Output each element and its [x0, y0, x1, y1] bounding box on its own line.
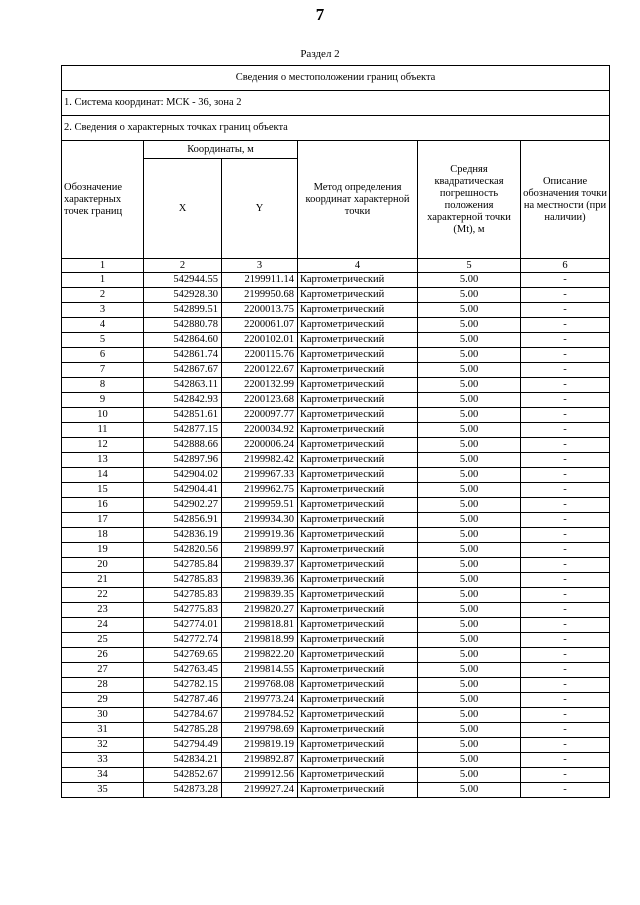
- accuracy-cell: 5.00: [418, 693, 521, 708]
- x-coordinate-cell: 542785.83: [144, 588, 222, 603]
- point-number-cell: 11: [62, 423, 144, 438]
- header-description: Описание обозначения точки на местности (при наличии): [521, 141, 610, 259]
- column-numbers-row: [62, 259, 610, 273]
- description-cell: -: [521, 588, 610, 603]
- y-coordinate-cell: 2199819.19: [222, 738, 298, 753]
- accuracy-cell: 5.00: [418, 423, 521, 438]
- header-method: Метод определения координат характерной точки: [298, 141, 418, 259]
- table-row: [62, 318, 610, 333]
- table-row: [62, 708, 610, 723]
- point-number-cell: 8: [62, 378, 144, 393]
- table-title: Сведения о местоположении границ объекта: [62, 66, 610, 91]
- y-coordinate-cell: 2200102.01: [222, 333, 298, 348]
- y-coordinate-cell: 2199773.24: [222, 693, 298, 708]
- table-row: [62, 303, 610, 318]
- method-cell: Картометрический: [298, 378, 418, 393]
- method-cell: Картометрический: [298, 513, 418, 528]
- y-coordinate-cell: 2200061.07: [222, 318, 298, 333]
- method-cell: Картометрический: [298, 738, 418, 753]
- y-coordinate-cell: 2200006.24: [222, 438, 298, 453]
- accuracy-cell: 5.00: [418, 288, 521, 303]
- x-coordinate-cell: 542873.28: [144, 783, 222, 798]
- accuracy-cell: 5.00: [418, 513, 521, 528]
- x-coordinate-cell: 542851.61: [144, 408, 222, 423]
- point-number-cell: 1: [62, 273, 144, 288]
- method-cell: Картометрический: [298, 543, 418, 558]
- point-number-cell: 25: [62, 633, 144, 648]
- point-number-cell: 27: [62, 663, 144, 678]
- table-row: [62, 783, 610, 798]
- method-cell: Картометрический: [298, 468, 418, 483]
- x-coordinate-cell: 542769.65: [144, 648, 222, 663]
- accuracy-cell: 5.00: [418, 408, 521, 423]
- table-row: [62, 513, 610, 528]
- method-cell: Картометрический: [298, 453, 418, 468]
- accuracy-cell: 5.00: [418, 663, 521, 678]
- y-coordinate-cell: 2200123.68: [222, 393, 298, 408]
- y-coordinate-cell: 2199784.52: [222, 708, 298, 723]
- description-cell: -: [521, 678, 610, 693]
- x-coordinate-cell: 542861.74: [144, 348, 222, 363]
- x-coordinate-cell: 542782.15: [144, 678, 222, 693]
- x-coordinate-cell: 542785.28: [144, 723, 222, 738]
- column-number: 3: [222, 259, 298, 273]
- point-number-cell: 30: [62, 708, 144, 723]
- method-cell: Картометрический: [298, 528, 418, 543]
- x-coordinate-cell: 542785.83: [144, 573, 222, 588]
- table-row: [62, 723, 610, 738]
- point-number-cell: 12: [62, 438, 144, 453]
- point-number-cell: 5: [62, 333, 144, 348]
- table-row: [62, 603, 610, 618]
- accuracy-cell: 5.00: [418, 438, 521, 453]
- description-cell: -: [521, 318, 610, 333]
- point-number-cell: 19: [62, 543, 144, 558]
- method-cell: Картометрический: [298, 348, 418, 363]
- point-number-cell: 15: [62, 483, 144, 498]
- description-cell: -: [521, 513, 610, 528]
- table-row: [62, 363, 610, 378]
- x-coordinate-cell: 542863.11: [144, 378, 222, 393]
- point-number-cell: 32: [62, 738, 144, 753]
- accuracy-cell: 5.00: [418, 528, 521, 543]
- description-cell: -: [521, 333, 610, 348]
- table-row: [62, 543, 610, 558]
- description-cell: -: [521, 558, 610, 573]
- point-number-cell: 33: [62, 753, 144, 768]
- table-row: [62, 423, 610, 438]
- accuracy-cell: 5.00: [418, 378, 521, 393]
- header-point-designation: Обозначение характерных точек границ: [62, 141, 144, 259]
- y-coordinate-cell: 2199820.27: [222, 603, 298, 618]
- x-coordinate-cell: 542772.74: [144, 633, 222, 648]
- description-cell: -: [521, 363, 610, 378]
- point-number-cell: 20: [62, 558, 144, 573]
- table-row: [62, 738, 610, 753]
- method-cell: Картометрический: [298, 618, 418, 633]
- description-cell: -: [521, 738, 610, 753]
- point-number-cell: 35: [62, 783, 144, 798]
- description-cell: -: [521, 708, 610, 723]
- x-coordinate-cell: 542944.55: [144, 273, 222, 288]
- boundary-points-table: [61, 65, 610, 798]
- x-coordinate-cell: 542928.30: [144, 288, 222, 303]
- header-coordinates: Координаты, м: [144, 141, 298, 159]
- point-number-cell: 14: [62, 468, 144, 483]
- x-coordinate-cell: 542880.78: [144, 318, 222, 333]
- y-coordinate-cell: 2199967.33: [222, 468, 298, 483]
- point-number-cell: 10: [62, 408, 144, 423]
- accuracy-cell: 5.00: [418, 753, 521, 768]
- x-coordinate-cell: 542864.60: [144, 333, 222, 348]
- point-number-cell: 28: [62, 678, 144, 693]
- x-coordinate-cell: 542888.66: [144, 438, 222, 453]
- y-coordinate-cell: 2199839.35: [222, 588, 298, 603]
- table-row: [62, 408, 610, 423]
- point-number-cell: 16: [62, 498, 144, 513]
- x-coordinate-cell: 542897.96: [144, 453, 222, 468]
- table-row: [62, 348, 610, 363]
- method-cell: Картометрический: [298, 663, 418, 678]
- header-y: Y: [222, 159, 298, 259]
- y-coordinate-cell: 2199934.30: [222, 513, 298, 528]
- table-row: [62, 618, 610, 633]
- point-number-cell: 24: [62, 618, 144, 633]
- accuracy-cell: 5.00: [418, 618, 521, 633]
- description-cell: -: [521, 498, 610, 513]
- y-coordinate-cell: 2199962.75: [222, 483, 298, 498]
- x-coordinate-cell: 542904.02: [144, 468, 222, 483]
- accuracy-cell: 5.00: [418, 723, 521, 738]
- table-row: [62, 438, 610, 453]
- accuracy-cell: 5.00: [418, 318, 521, 333]
- table-row: [62, 288, 610, 303]
- y-coordinate-cell: 2199911.14: [222, 273, 298, 288]
- accuracy-cell: 5.00: [418, 303, 521, 318]
- accuracy-cell: 5.00: [418, 348, 521, 363]
- accuracy-cell: 5.00: [418, 573, 521, 588]
- table-row: [62, 498, 610, 513]
- x-coordinate-cell: 542856.91: [144, 513, 222, 528]
- column-number: 4: [298, 259, 418, 273]
- method-cell: Картометрический: [298, 498, 418, 513]
- y-coordinate-cell: 2199818.81: [222, 618, 298, 633]
- point-number-cell: 7: [62, 363, 144, 378]
- method-cell: Картометрический: [298, 408, 418, 423]
- method-cell: Картометрический: [298, 588, 418, 603]
- accuracy-cell: 5.00: [418, 363, 521, 378]
- description-cell: -: [521, 753, 610, 768]
- x-coordinate-cell: 542763.45: [144, 663, 222, 678]
- description-cell: -: [521, 273, 610, 288]
- method-cell: Картометрический: [298, 318, 418, 333]
- y-coordinate-cell: 2199892.87: [222, 753, 298, 768]
- method-cell: Картометрический: [298, 783, 418, 798]
- description-cell: -: [521, 603, 610, 618]
- point-number-cell: 23: [62, 603, 144, 618]
- y-coordinate-cell: 2199798.69: [222, 723, 298, 738]
- description-cell: -: [521, 723, 610, 738]
- x-coordinate-cell: 542836.19: [144, 528, 222, 543]
- table-row: [62, 573, 610, 588]
- description-cell: -: [521, 378, 610, 393]
- header-x: X: [144, 159, 222, 259]
- accuracy-cell: 5.00: [418, 333, 521, 348]
- y-coordinate-cell: 2199959.51: [222, 498, 298, 513]
- method-cell: Картометрический: [298, 333, 418, 348]
- point-number-cell: 22: [62, 588, 144, 603]
- point-number-cell: 4: [62, 318, 144, 333]
- x-coordinate-cell: 542787.46: [144, 693, 222, 708]
- accuracy-cell: 5.00: [418, 558, 521, 573]
- method-cell: Картометрический: [298, 678, 418, 693]
- y-coordinate-cell: 2200013.75: [222, 303, 298, 318]
- table-row: [62, 483, 610, 498]
- header-accuracy: Средняя квадратическая погрешность положения характерной точки (Mt), м: [418, 141, 521, 259]
- method-cell: Картометрический: [298, 708, 418, 723]
- description-cell: -: [521, 768, 610, 783]
- description-cell: -: [521, 573, 610, 588]
- accuracy-cell: 5.00: [418, 768, 521, 783]
- accuracy-cell: 5.00: [418, 678, 521, 693]
- point-number-cell: 13: [62, 453, 144, 468]
- y-coordinate-cell: 2199950.68: [222, 288, 298, 303]
- accuracy-cell: 5.00: [418, 648, 521, 663]
- point-number-cell: 9: [62, 393, 144, 408]
- x-coordinate-cell: 542867.67: [144, 363, 222, 378]
- y-coordinate-cell: 2199927.24: [222, 783, 298, 798]
- page-number: 7: [315, 5, 325, 24]
- table-row: [62, 468, 610, 483]
- x-coordinate-cell: 542852.67: [144, 768, 222, 783]
- y-coordinate-cell: 2199818.99: [222, 633, 298, 648]
- x-coordinate-cell: 542899.51: [144, 303, 222, 318]
- method-cell: Картометрический: [298, 288, 418, 303]
- method-cell: Картометрический: [298, 423, 418, 438]
- method-cell: Картометрический: [298, 723, 418, 738]
- accuracy-cell: 5.00: [418, 588, 521, 603]
- accuracy-cell: 5.00: [418, 708, 521, 723]
- description-cell: -: [521, 633, 610, 648]
- table-row: [62, 588, 610, 603]
- point-number-cell: 6: [62, 348, 144, 363]
- description-cell: -: [521, 453, 610, 468]
- y-coordinate-cell: 2200132.99: [222, 378, 298, 393]
- description-cell: -: [521, 663, 610, 678]
- point-number-cell: 26: [62, 648, 144, 663]
- table-row: [62, 693, 610, 708]
- points-heading: 2. Сведения о характерных точках границ объекта: [62, 116, 610, 141]
- point-number-cell: 3: [62, 303, 144, 318]
- x-coordinate-cell: 542904.41: [144, 483, 222, 498]
- table-row: [62, 528, 610, 543]
- description-cell: -: [521, 543, 610, 558]
- accuracy-cell: 5.00: [418, 468, 521, 483]
- description-cell: -: [521, 648, 610, 663]
- method-cell: Картометрический: [298, 273, 418, 288]
- accuracy-cell: 5.00: [418, 393, 521, 408]
- method-cell: Картометрический: [298, 558, 418, 573]
- table-row: [62, 453, 610, 468]
- method-cell: Картометрический: [298, 603, 418, 618]
- point-number-cell: 21: [62, 573, 144, 588]
- y-coordinate-cell: 2199839.37: [222, 558, 298, 573]
- accuracy-cell: 5.00: [418, 633, 521, 648]
- method-cell: Картометрический: [298, 768, 418, 783]
- point-number-cell: 2: [62, 288, 144, 303]
- description-cell: -: [521, 423, 610, 438]
- table-row: [62, 633, 610, 648]
- column-number: 6: [521, 259, 610, 273]
- description-cell: -: [521, 348, 610, 363]
- description-cell: -: [521, 288, 610, 303]
- accuracy-cell: 5.00: [418, 543, 521, 558]
- table-row: [62, 648, 610, 663]
- description-cell: -: [521, 393, 610, 408]
- method-cell: Картометрический: [298, 573, 418, 588]
- y-coordinate-cell: 2200097.77: [222, 408, 298, 423]
- y-coordinate-cell: 2199814.55: [222, 663, 298, 678]
- table-row: [62, 393, 610, 408]
- method-cell: Картометрический: [298, 633, 418, 648]
- description-cell: -: [521, 783, 610, 798]
- coordinate-system: 1. Система координат: МСК - 36, зона 2: [62, 91, 610, 116]
- accuracy-cell: 5.00: [418, 498, 521, 513]
- x-coordinate-cell: 542820.56: [144, 543, 222, 558]
- method-cell: Картометрический: [298, 438, 418, 453]
- x-coordinate-cell: 542784.67: [144, 708, 222, 723]
- y-coordinate-cell: 2200034.92: [222, 423, 298, 438]
- accuracy-cell: 5.00: [418, 453, 521, 468]
- x-coordinate-cell: 542785.84: [144, 558, 222, 573]
- x-coordinate-cell: 542902.27: [144, 498, 222, 513]
- method-cell: Картометрический: [298, 303, 418, 318]
- y-coordinate-cell: 2199899.97: [222, 543, 298, 558]
- method-cell: Картометрический: [298, 753, 418, 768]
- x-coordinate-cell: 542834.21: [144, 753, 222, 768]
- accuracy-cell: 5.00: [418, 603, 521, 618]
- column-number: 1: [62, 259, 144, 273]
- point-number-cell: 31: [62, 723, 144, 738]
- point-number-cell: 34: [62, 768, 144, 783]
- y-coordinate-cell: 2200122.67: [222, 363, 298, 378]
- x-coordinate-cell: 542842.93: [144, 393, 222, 408]
- accuracy-cell: 5.00: [418, 738, 521, 753]
- description-cell: -: [521, 438, 610, 453]
- accuracy-cell: 5.00: [418, 783, 521, 798]
- method-cell: Картометрический: [298, 648, 418, 663]
- x-coordinate-cell: 542877.15: [144, 423, 222, 438]
- y-coordinate-cell: 2199919.36: [222, 528, 298, 543]
- x-coordinate-cell: 542774.01: [144, 618, 222, 633]
- section-label: Раздел 2: [300, 48, 340, 60]
- method-cell: Картометрический: [298, 363, 418, 378]
- method-cell: Картометрический: [298, 483, 418, 498]
- y-coordinate-cell: 2199768.08: [222, 678, 298, 693]
- table-row: [62, 558, 610, 573]
- x-coordinate-cell: 542775.83: [144, 603, 222, 618]
- table-row: [62, 378, 610, 393]
- table-row: [62, 273, 610, 288]
- y-coordinate-cell: 2199822.20: [222, 648, 298, 663]
- table-row: [62, 768, 610, 783]
- description-cell: -: [521, 483, 610, 498]
- point-number-cell: 18: [62, 528, 144, 543]
- table-row: [62, 333, 610, 348]
- description-cell: -: [521, 303, 610, 318]
- column-number: 2: [144, 259, 222, 273]
- y-coordinate-cell: 2200115.76: [222, 348, 298, 363]
- y-coordinate-cell: 2199982.42: [222, 453, 298, 468]
- accuracy-cell: 5.00: [418, 273, 521, 288]
- description-cell: -: [521, 468, 610, 483]
- point-number-cell: 29: [62, 693, 144, 708]
- y-coordinate-cell: 2199839.36: [222, 573, 298, 588]
- table-row: [62, 678, 610, 693]
- description-cell: -: [521, 408, 610, 423]
- description-cell: -: [521, 693, 610, 708]
- method-cell: Картометрический: [298, 393, 418, 408]
- method-cell: Картометрический: [298, 693, 418, 708]
- table-row: [62, 753, 610, 768]
- description-cell: -: [521, 528, 610, 543]
- x-coordinate-cell: 542794.49: [144, 738, 222, 753]
- column-number: 5: [418, 259, 521, 273]
- description-cell: -: [521, 618, 610, 633]
- y-coordinate-cell: 2199912.56: [222, 768, 298, 783]
- point-number-cell: 17: [62, 513, 144, 528]
- table-row: [62, 663, 610, 678]
- accuracy-cell: 5.00: [418, 483, 521, 498]
